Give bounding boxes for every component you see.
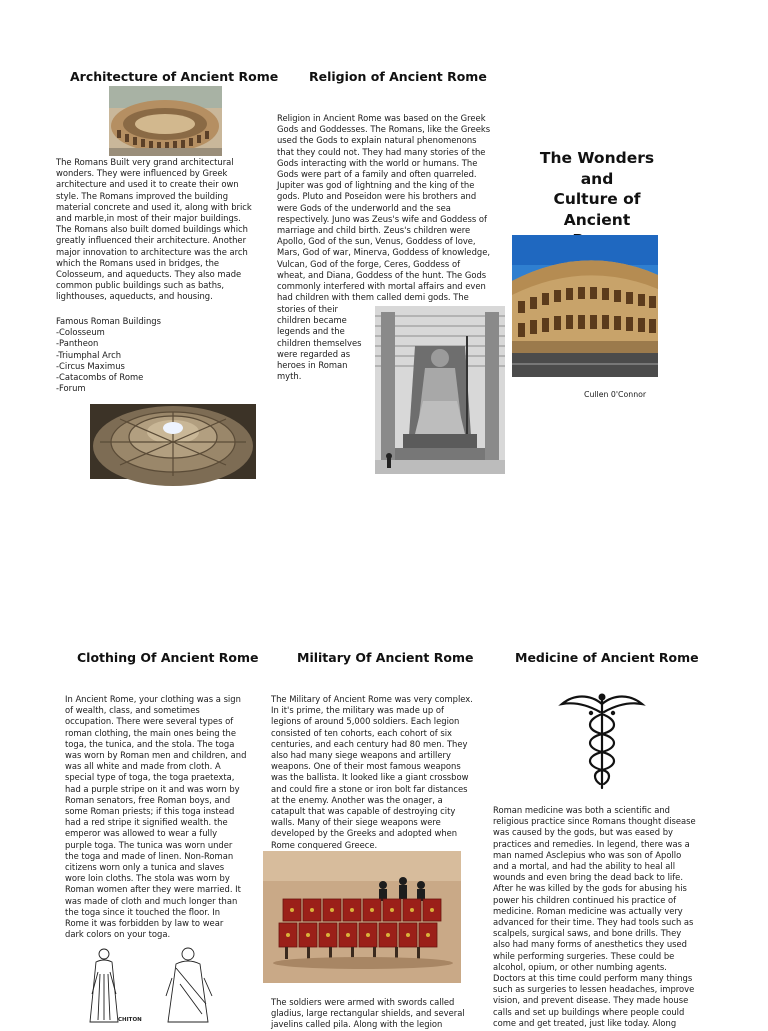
medicine-heading: Medicine of Ancient Rome [515,650,699,665]
military-line: consisted of ten cohorts, each cohort of six [271,727,453,738]
medicine-line: Roman medicine was both a scientific and [493,805,670,815]
building-item: -Pantheon [56,338,99,349]
religion-line: were regarded as [277,348,351,359]
medicine-line: and a mortal, and had the ability to heal all [493,861,676,872]
clothing-line: citizens worn only a tunica and slaves [65,862,225,873]
famous-buildings [56,316,256,394]
architecture-line: lighthouses, aqueducts, and housing. [56,291,213,302]
clothing-line: toga, the tunica, and the stola. The toga [65,738,235,749]
religion-line: Mars, God of war, Minerva, Goddess of knowledge, [277,247,491,258]
clothing-line: emperor was allowed to wear a fully [65,828,218,839]
military-line: weapons. One of their most famous weapons [271,761,461,772]
clothing-line: was made of cloth and much longer than [65,895,238,906]
medicine-line: wounds and even bring the dead back to life. [493,872,683,883]
medicine-line: power his children continued his practice of [493,894,677,905]
medicine-line: come and get treated, just like today. Along [493,1017,677,1028]
jupiter-statue-image [375,306,505,474]
religion-line: myth. [277,371,302,382]
religion-line: gods. Pluto and Poseidon were his brothers and [277,191,477,202]
medicine-line: vision, and prevent disease. They made house [493,995,689,1006]
medicine-text [493,805,708,1029]
military-line: catapult that was capable of destroying city [271,806,456,817]
medicine-line: advanced for their time. They had tools such as [493,917,694,928]
religion-line: children themselves [277,337,362,348]
military-line: was the ballista. It looked like a giant crossbow [271,772,469,783]
building-item: -Circus Maximus [56,360,125,371]
colosseum-large-image [512,235,658,377]
colosseum-small-image [109,86,222,156]
religion-line: Gods interacting with the world or humans. The [277,157,478,168]
religion-line: had children with them called demi gods. The [277,292,469,303]
religion-line: Religion in Ancient Rome was based on the Greek [277,113,486,123]
clothing-text [65,694,265,940]
medicine-line: Doctors at this time could perform many things [493,973,693,984]
building-item: -Forum [56,383,86,394]
clothing-line: Roman senators, free Roman boys, and [65,794,231,805]
medicine-line: man named Asclepius who was son of Apollo [493,849,682,860]
architecture-heading: Architecture of Ancient Rome [70,69,279,84]
religion-line: commonly interfered with mortal affairs and even [277,281,486,292]
clothing-line: some Roman priests; if this toga instead [65,806,235,817]
architecture-line: common public buildings such as baths, [56,280,225,291]
architecture-line: which the Romans used in bridges, the [56,257,220,268]
main-title-line: Culture of Ancient [553,190,641,229]
military-line: gladius, large rectangular shields, and several [271,1008,465,1019]
military-line: The Military of Ancient Rome was very complex. [271,694,473,704]
architecture-line: The Romans Built very grand architectural [56,157,234,167]
medicine-line: also had many forms of anesthetics they used [493,939,687,950]
religion-line: wheat, and Diana, Goddess of the hunt. The Gods [277,269,487,280]
clothing-line: had a purple stripe on it and was worn by [65,783,240,794]
clothing-line: occupation. There were several types of [65,716,234,727]
building-item: -Triumphal Arch [56,349,122,360]
architecture-line: material concrete and used it, along with brick [56,201,252,212]
clothing-line: was all white and made from cloth. A [65,761,221,772]
military-line: also had many siege weapons and artillery [271,750,451,761]
clothing-line: In Ancient Rome, your clothing was a sign [65,694,241,704]
clothing-line: dark colors on your toga. [65,929,171,940]
medicine-line: scalpels, surgical saws, and bone drills. They [493,928,682,939]
military-line: In it's prime, the military was made up of [271,705,444,716]
medicine-line: while performing surgeries. These could be [493,950,675,961]
clothing-line: the toga since it touched the floor. In [65,906,221,917]
military-text-continued [271,997,493,1031]
famous-buildings-title: Famous Roman Buildings [56,316,161,326]
religion-text-narrow [277,304,377,382]
religion-line: used the Gods to explain natural phenomenons [277,135,477,146]
clothing-line: was worn by Roman men and children, and [65,750,247,761]
medicine-line: practices and remedies. In legend, there was a [493,838,690,849]
clothing-line: the toga and made of linen. Non-Roman [65,850,234,861]
medicine-line: religious practice since Romans thought disease [493,816,696,827]
religion-line: heroes in Roman [277,360,348,371]
architecture-line: major innovation to architecture was the arch [56,246,248,257]
medicine-line: After he was killed by the gods for abusing his [493,883,687,894]
architecture-line: and marble,in most of their major buildings. [56,213,241,224]
clothing-line: wore loin cloths. The stola was worn by [65,873,230,884]
architecture-line: wonders. They were influenced by Greek [56,168,228,179]
military-line: centuries, and each century had 80 men. They [271,738,468,749]
military-line: developed by the Greeks and adopted when [271,828,458,839]
military-line: Rome conquered Greece. [271,839,378,850]
clothing-line: Rome it was forbidden by law to wear [65,918,224,929]
military-heading: Military Of Ancient Rome [297,650,474,665]
architecture-line: architecture and used it to create their own [56,179,239,190]
clothing-line: Roman women after they were married. It [65,884,241,895]
religion-line: stories of their [277,304,338,314]
chiton-label: CHITON [118,1017,142,1023]
religion-line: marriage and child birth. Zeus's children were [277,225,471,236]
medicine-line: alcohol, opium, or other numbing agents. [493,961,667,972]
religion-line: children became [277,315,347,326]
religion-heading: Religion of Ancient Rome [309,69,487,84]
religion-line: Gods and Goddesses. The Romans, like the Greeks [277,124,491,135]
architecture-line: The Romans also built domed buildings which [56,224,248,235]
military-text [271,694,493,851]
pantheon-dome-image [90,404,256,479]
medicine-line: was caused by the gods, but was eased by [493,827,673,838]
military-line: and could fire a stone or iron bolt far distances [271,783,468,794]
main-title-line: The Wonders and [539,149,655,188]
military-line: walls. Many of their siege weapons were [271,817,441,828]
architecture-line: greatly influenced their architecture. Another [56,235,247,246]
military-line: javelins called pila. Along with the legion [271,1019,443,1030]
military-line: at the enemy. Another was the onager, a [271,794,443,805]
military-line: The soldiers were armed with swords called [271,997,455,1007]
author-name: Cullen 0'Connor [584,390,647,399]
clothing-line: of wealth, class, and sometimes [65,705,200,716]
medicine-line: calls and set up buildings where people could [493,1006,685,1017]
clothing-line: had a red stripe it signified wealth. the [65,817,228,828]
religion-line: Gods were part of a family and often quarreled. [277,169,477,180]
clothing-line: special type of toga, the toga praetexta, [65,772,235,783]
religion-line: respectively. Juno was Zeus's wife and Goddess of [277,213,487,224]
religion-line: Vulcan, God of the forge, Ceres, Goddess of [277,258,461,269]
building-item: -Colosseum [56,327,105,338]
clothing-heading: Clothing Of Ancient Rome [77,650,259,665]
medicine-line: medicine. Roman medicine was actually very [493,905,683,916]
architecture-text [56,157,271,303]
architecture-line: Colosseum, and aqueducts. They also made [56,269,242,280]
military-line: legions of around 5,000 soldiers. Each legion [271,716,460,727]
roman-clothing-illustration [76,944,236,1024]
religion-text [277,113,507,303]
clothing-line: purple toga. The tunica was worn under [65,839,233,850]
religion-line: legends and the [277,326,345,337]
clothing-line: roman clothing, the main ones being the [65,727,236,738]
religion-line: that they could not. They had many stories of the [277,146,486,157]
religion-line: were Gods of the underworld and the sea [277,202,451,213]
religion-line: Jupiter was god of lightning and the king of the [277,180,475,191]
religion-line: Apollo, God of the sun, Venus, Goddess of love, [277,236,476,247]
roman-soldiers-image [263,851,461,983]
medicine-line: such as surgeries to lessen headaches, improve [493,984,695,995]
caduceus-icon [560,690,644,790]
architecture-line: style. The Romans improved the building [56,190,229,201]
building-item: -Catacombs of Rome [56,372,144,383]
